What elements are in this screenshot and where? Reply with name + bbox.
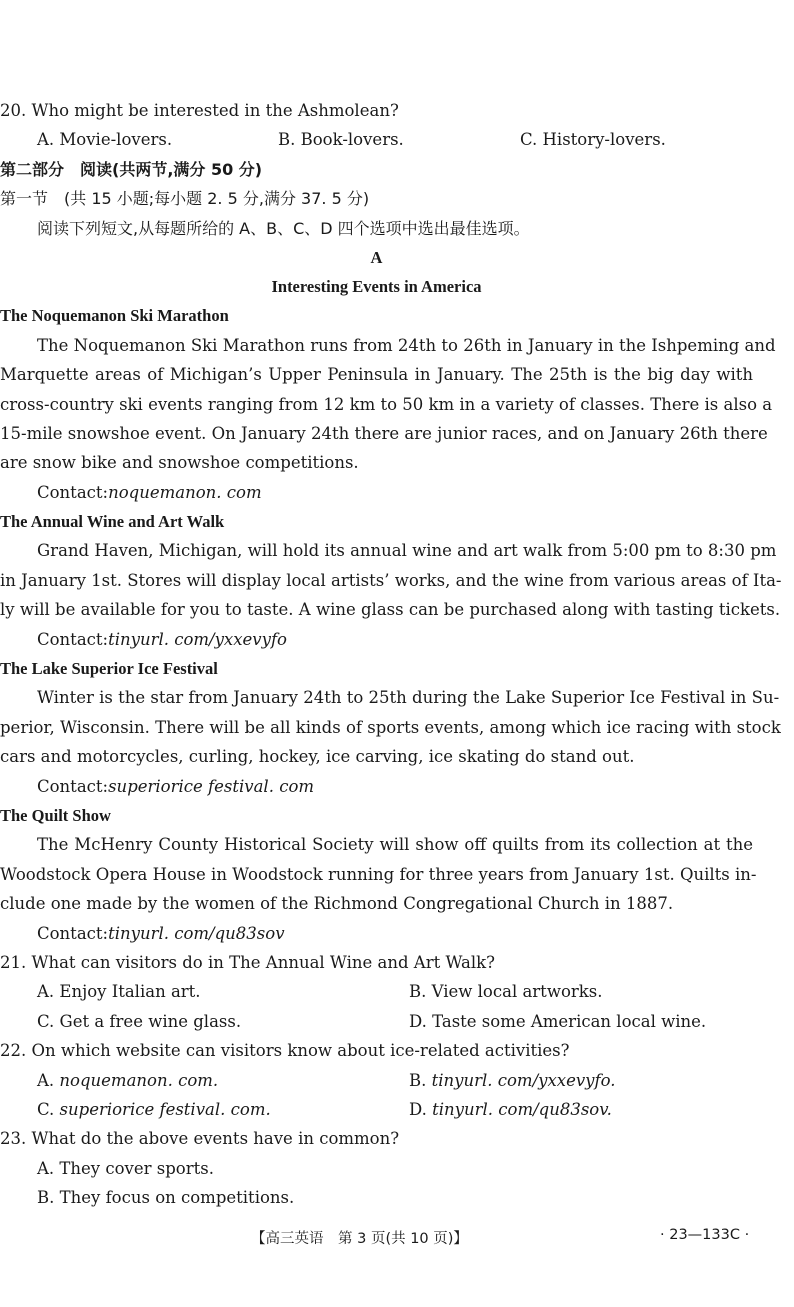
contact-label: Contact: — [37, 924, 109, 943]
section1-title: 第一节 (共 15 小题;每小题 2. 5 分,满分 37. 5 分) — [0, 189, 370, 208]
contact-label: Contact: — [37, 483, 109, 502]
q21-option-b: B. View local artworks. — [409, 982, 603, 1001]
event4-line1: The McHenry County Historical Society will show off quilts from its collection at the — [37, 835, 753, 854]
q20-option-b: B. Book-lovers. — [278, 130, 404, 149]
event2-line1: Grand Haven, Michigan, will hold its annual wine and art walk from 5:00 pm to 8:30 pm — [37, 541, 777, 560]
contact-url: noquemanon. com — [108, 483, 262, 502]
option-url: superiorice festival. com. — [59, 1100, 271, 1119]
option-url: tinyurl. com/qu83sov. — [432, 1100, 612, 1119]
q22-option-c — [37, 1100, 271, 1120]
passage-letter: A — [370, 248, 383, 267]
page-footer-code: · 23—133C · — [660, 1227, 750, 1243]
event4-line2: Woodstock Opera House in Woodstock running for three years from January 1st. Quilts in- — [0, 865, 757, 884]
event2-contact — [37, 630, 287, 650]
q21-stem: 21. What can visitors do in The Annual Wine and Art Walk? — [0, 953, 495, 972]
event-heading-ice-festival: The Lake Superior Ice Festival — [0, 659, 218, 678]
contact-url: tinyurl. com/qu83sov — [108, 924, 285, 943]
passage-title: Interesting Events in America — [271, 277, 482, 296]
event3-line3: cars and motorcycles, curling, hockey, ice carving, ice skating do stand out. — [0, 747, 635, 766]
q20-option-c: C. History-lovers. — [520, 130, 666, 149]
option-letter: B. — [409, 1071, 432, 1090]
option-letter: A. — [37, 1071, 60, 1090]
event-heading-wine-art-walk: The Annual Wine and Art Walk — [0, 512, 225, 531]
event-heading-quilt-show: The Quilt Show — [0, 806, 111, 825]
event3-line2: perior, Wisconsin. There will be all kinds of sports events, among which ice racing with stock — [0, 718, 781, 737]
q21-option-a: A. Enjoy Italian art. — [37, 982, 201, 1001]
q22-option-d — [409, 1100, 612, 1120]
event1-line4: 15-mile snowshoe event. On January 24th there are junior races, and on January 26th there — [0, 424, 768, 443]
event1-line3: cross-country ski events ranging from 12 km to 50 km in a variety of classes. There is also a — [0, 395, 773, 414]
q22-option-b — [409, 1071, 615, 1091]
reading-instruction: 阅读下列短文,从每题所给的 A、B、C、D 四个选项中选出最佳选项。 — [37, 219, 530, 238]
q20-stem: 20. Who might be interested in the Ashmolean? — [0, 101, 399, 120]
q20-option-a: A. Movie-lovers. — [37, 130, 173, 149]
q22-stem: 22. On which website can visitors know about ice-related activities? — [0, 1041, 570, 1060]
contact-label: Contact: — [37, 630, 109, 649]
q21-option-c: C. Get a free wine glass. — [37, 1012, 242, 1031]
option-letter: D. — [409, 1100, 433, 1119]
q23-option-b: B. They focus on competitions. — [37, 1188, 295, 1207]
event-heading-ski-marathon: The Noquemanon Ski Marathon — [0, 306, 229, 325]
event2-line2: in January 1st. Stores will display local artists’ works, and the wine from various areas of Ita- — [0, 571, 782, 590]
contact-url: superiorice festival. com — [108, 777, 315, 796]
contact-url: tinyurl. com/yxxevyfo — [108, 630, 287, 649]
option-letter: C. — [37, 1100, 60, 1119]
q23-option-a: A. They cover sports. — [37, 1159, 214, 1178]
event1-line1: The Noquemanon Ski Marathon runs from 24th to 26th in January in the Ishpeming and — [37, 336, 776, 355]
event3-contact — [37, 777, 314, 797]
event3-line1: Winter is the star from January 24th to 25th during the Lake Superior Ice Festival in Su- — [37, 688, 780, 707]
event1-line2: Marquette areas of Michigan’s Upper Peninsula in January. The 25th is the big day with — [0, 365, 753, 384]
event4-line3: clude one made by the women of the Richmond Congregational Church in 1887. — [0, 894, 674, 913]
event2-line3: ly will be available for you to taste. A wine glass can be purchased along with tasting tickets. — [0, 600, 781, 619]
option-url: tinyurl. com/yxxevyfo. — [431, 1071, 616, 1090]
event4-contact — [37, 924, 285, 944]
contact-label: Contact: — [37, 777, 109, 796]
part2-title: 第二部分 阅读(共两节,满分 50 分) — [0, 160, 263, 179]
event1-contact — [37, 483, 262, 503]
page-footer-center: 【高三英语 第 3 页(共 10 页)】 — [251, 1231, 468, 1247]
q22-option-a — [37, 1071, 218, 1091]
option-url: noquemanon. com. — [59, 1071, 219, 1090]
event1-line5: are snow bike and snowshoe competitions. — [0, 453, 359, 472]
q23-stem: 23. What do the above events have in common? — [0, 1129, 400, 1148]
q21-option-d: D. Taste some American local wine. — [409, 1012, 707, 1031]
